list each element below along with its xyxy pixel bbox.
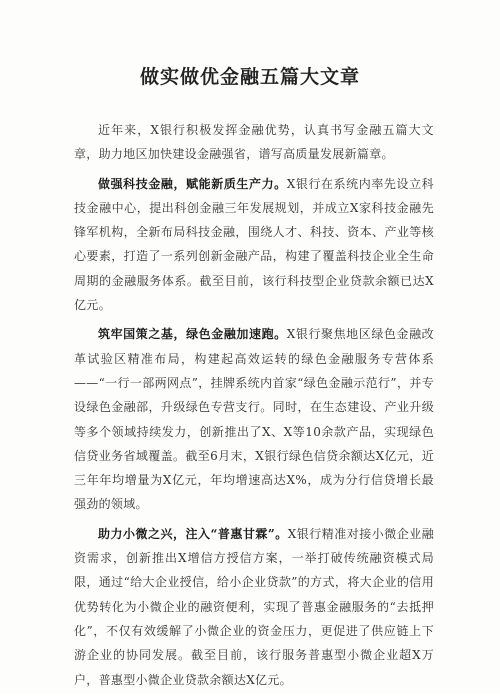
paragraph-text: 近年来，X银行积极发挥金融优势，认真书写金融五篇大文章，助力地区加快建设金融强省，谱写高质量发展新篇章。 [74,123,434,162]
paragraph-text: X银行精准对接小微企业融资需求，创新推出X增信方授信方案，一举打破传统融资模式局限，通过“给大企业授信，给小企业贷款”的方式，将大企业的信用优势转化为小微企业的融资便利，实现了普惠金融服务的“去抵押化”，不仅有效缓解了小微企业的资金压力，更促进了供应链上下游企业的协同发展。截至目前，该行服务普惠型小微企业超X万户，普惠型小微企业贷款余额达X亿元。 [74,526,434,687]
paragraph-intro [74,118,434,167]
paragraph-inclusive-finance [74,522,434,692]
paragraph-text: X银行在系统内率先设立科技金融中心，提出科创金融三年发展规划，并成立X家科技金融先锋军机构，全新布局科技金融，围绕人才、科技、资本、产业等核心要素，打造了一系列创新金融产品，构建了覆盖科技企业全生命周期的金融服务体系。截至目前，该行科技型企业贷款余额已达X亿元。 [74,176,434,313]
paragraph-green-finance [74,322,434,516]
paragraph-lead: 做强科技金融，赋能新质生产力。 [98,176,287,191]
document-title: 做实做优金融五篇大文章 [139,66,360,88]
paragraph-tech-finance [74,172,434,318]
document-body [74,118,434,697]
paragraph-lead: 筑牢国策之基，绿色金融加速跑。 [98,327,287,342]
paragraph-text: X银行聚焦地区绿色金融改革试验区精准布局，构建起高效运转的绿色金融服务专营体系——“一行一部两网点”，挂牌系统内首家“绿色金融示范行”，并专设绿色金融部，升级绿色专营支行。同时，在生态建设、产业升级等多个领域持续发力，创新推出了X、X等10余款产品，实现绿色信贷业务省域覆盖。截至6月末，X银行绿色信贷余额达X亿元，近三年年均增量为X亿元，年均增速高达X%，成为分行信贷增长最强劲的领域。 [74,327,434,512]
paragraph-lead: 助力小微之兴，注入“普惠甘霖”。 [98,526,288,541]
